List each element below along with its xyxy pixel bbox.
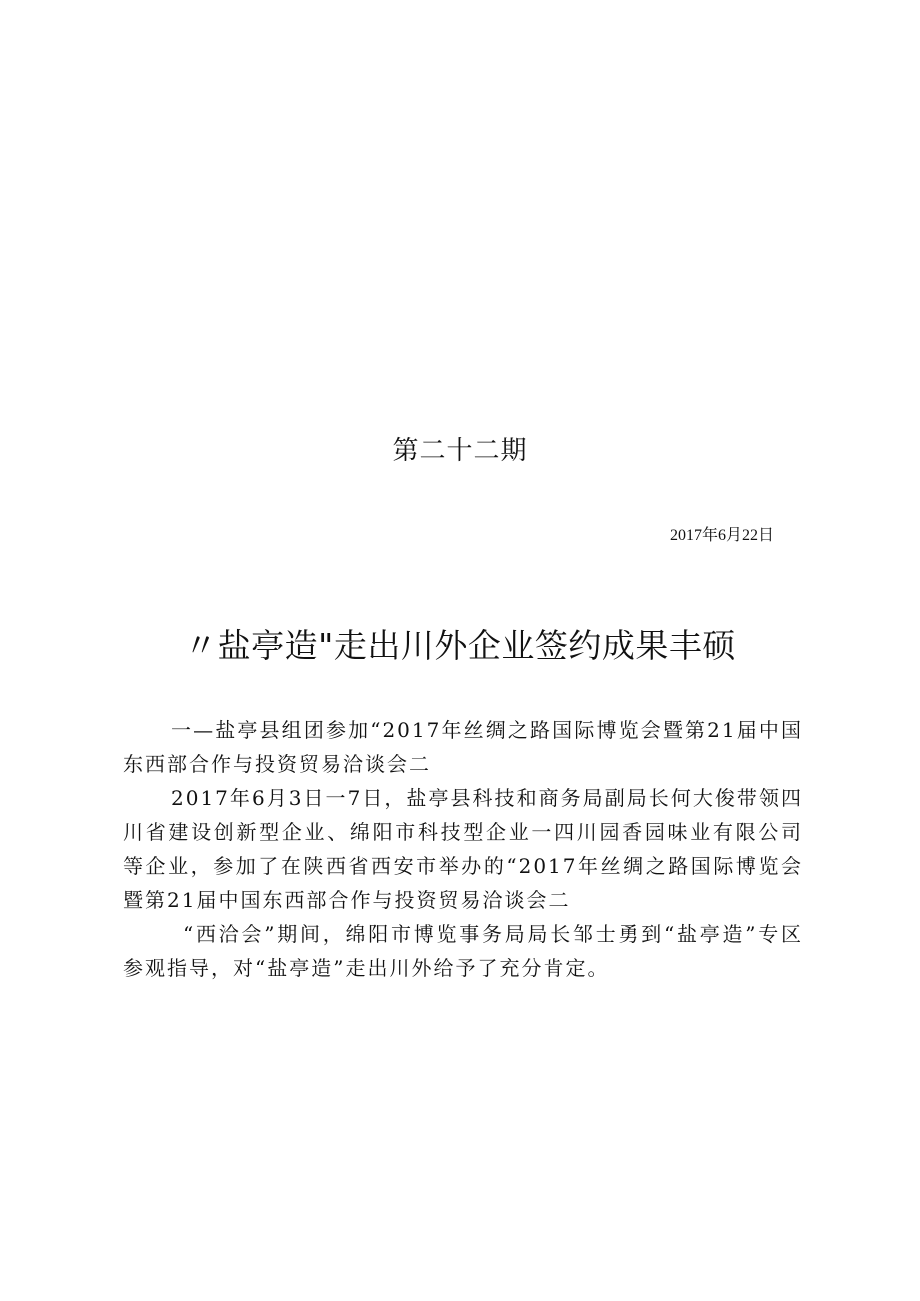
issue-number: 第二十二期 <box>392 436 528 466</box>
issue-date: 2017年6月22日 <box>669 527 774 544</box>
article-paragraph: 2017年6月3日一7日，盐亭县科技和商务局副局长何大俊带领四川省建设创新型企业、绵阳市科技型企业一四川园香园味业有限公司等企业，参加了在陕西省西安市举办的“2017年丝绸之路国际博览会暨第21届中国东西部合作与投资贸易洽谈会二 <box>123 786 803 912</box>
article-headline: 〃盐亭造"走出川外企业签约成果丰硕 <box>184 626 736 665</box>
article-body <box>123 713 803 985</box>
article-subtitle: 一—盐亭县组团参加“2017年丝绸之路国际博览会暨第21届中国东西部合作与投资贸易洽谈会二 <box>123 718 803 776</box>
article-paragraph: “西洽会”期间，绵阳市博览事务局局长邹士勇到“盐亭造”专区参观指导，对“盐亭造”走出川外给予了充分肯定。 <box>123 922 803 980</box>
